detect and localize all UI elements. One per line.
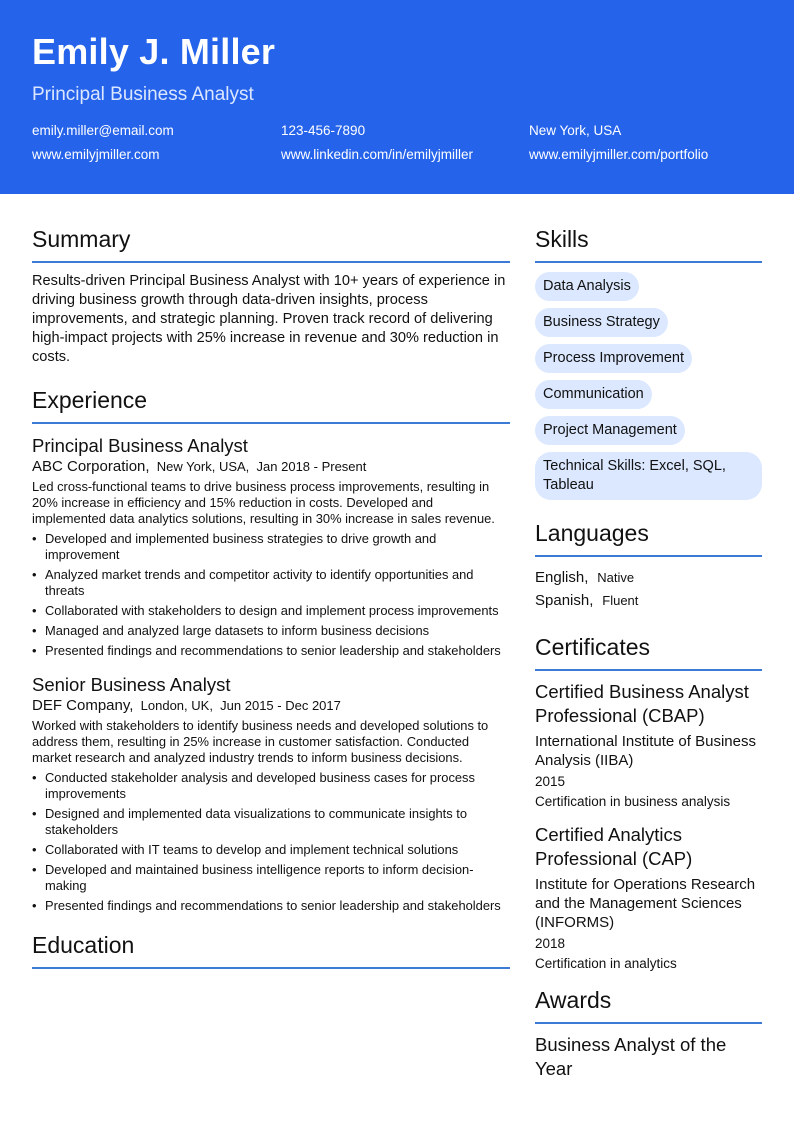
- job-location: London, UK,: [140, 698, 213, 713]
- contact-linkedin[interactable]: www.linkedin.com/in/emilyjmiller: [281, 147, 474, 162]
- skill-tag: Technical Skills: Excel, SQL, Tableau: [535, 452, 762, 500]
- skills-heading: Skills: [535, 224, 762, 263]
- summary-heading: Summary: [32, 224, 510, 263]
- contact-website[interactable]: www.emilyjmiller.com: [32, 147, 160, 162]
- job-bullet: • Collaborated with stakeholders to design and implement process improvements: [32, 603, 510, 619]
- job-dates: Jan 2018 - Present: [256, 459, 367, 474]
- language-name: English,: [535, 569, 589, 586]
- job-bullets: [32, 770, 510, 914]
- job-title: Principal Business Analyst: [32, 435, 248, 456]
- contact-email[interactable]: emily.miller@email.com: [32, 123, 174, 138]
- contact-location: New York, USA: [529, 123, 622, 138]
- certificate-name: Certified Business Analyst Professional (CBAP): [535, 681, 749, 726]
- certificate-description: Certification in business analysis: [535, 794, 731, 809]
- job-meta: [32, 697, 510, 715]
- resume-header: [0, 0, 794, 194]
- language-level: Native: [597, 570, 635, 585]
- job-bullet: • Managed and analyzed large datasets to inform business decisions: [32, 623, 510, 639]
- certificate-year: 2018: [535, 936, 566, 951]
- skills-list: [535, 272, 762, 500]
- job-entry: [32, 434, 510, 659]
- skill-tag: Data Analysis: [535, 272, 639, 301]
- certificate-year: 2015: [535, 774, 566, 789]
- side-column: [535, 224, 762, 1081]
- job-title: Senior Business Analyst: [32, 674, 231, 695]
- certificate-description: Certification in analytics: [535, 956, 677, 971]
- education-heading: Education: [32, 930, 510, 969]
- certificate-name: Certified Analytics Professional (CAP): [535, 824, 693, 869]
- job-bullet: • Collaborated with IT teams to develop and implement technical solutions: [32, 842, 510, 858]
- job-company: DEF Company,: [32, 697, 134, 714]
- summary-text: Results-driven Principal Business Analyst with 10+ years of experience in driving business growth through data-driven insights, process improvements, and strategic planning. Proven track record of delivering high-impact projects with 25% increase in revenue and 30% reduction in costs.: [32, 273, 506, 365]
- job-entry: [32, 673, 510, 914]
- skill-tag: Business Strategy: [535, 308, 668, 337]
- contact-phone[interactable]: 123-456-7890: [281, 123, 366, 138]
- certificate-entry: [535, 823, 762, 974]
- job-dates: Jun 2015 - Dec 2017: [220, 698, 341, 713]
- skill-tag: Project Management: [535, 416, 685, 445]
- candidate-role: Principal Business Analyst: [32, 84, 254, 105]
- candidate-name: Emily J. Miller: [32, 31, 276, 72]
- language-entry: [535, 589, 762, 612]
- job-bullets: [32, 531, 510, 659]
- contact-portfolio[interactable]: www.emilyjmiller.com/portfolio: [529, 147, 709, 162]
- awards-heading: Awards: [535, 985, 762, 1024]
- job-bullet: • Developed and implemented business strategies to drive growth and improvement: [32, 531, 510, 563]
- job-bullet: • Analyzed market trends and competitor activity to identify opportunities and threats: [32, 567, 510, 599]
- job-bullet: • Developed and maintained business intelligence reports to inform decision-making: [32, 862, 510, 894]
- job-meta: [32, 458, 510, 476]
- languages-heading: Languages: [535, 518, 762, 557]
- certificate-entry: [535, 680, 762, 812]
- job-bullet: • Conducted stakeholder analysis and developed business cases for process improvements: [32, 770, 510, 802]
- skill-tag: Communication: [535, 380, 652, 409]
- certificate-issuer: International Institute of Business Analysis (IIBA): [535, 733, 756, 769]
- language-name: Spanish,: [535, 592, 594, 609]
- job-location: New York, USA,: [156, 459, 250, 474]
- job-bullet: • Presented findings and recommendations to senior leadership and stakeholders: [32, 898, 510, 914]
- job-bullet: • Presented findings and recommendations to senior leadership and stakeholders: [32, 643, 510, 659]
- certificate-issuer: Institute for Operations Research and the Management Sciences (INFORMS): [535, 876, 756, 931]
- certificates-heading: Certificates: [535, 632, 762, 671]
- job-description: Worked with stakeholders to identify business needs and developed solutions to address them, resulting in 25% increase in customer satisfaction. Conducted market research and analyzed industry trends to inform business decisions.: [32, 718, 489, 765]
- job-company: ABC Corporation,: [32, 458, 150, 475]
- language-entry: [535, 566, 762, 589]
- job-bullet: • Designed and implemented data visualizations to communicate insights to stakeholders: [32, 806, 510, 838]
- skill-tag: Process Improvement: [535, 344, 692, 373]
- language-level: Fluent: [602, 593, 639, 608]
- languages-list: [535, 566, 762, 612]
- experience-heading: Experience: [32, 385, 510, 424]
- main-column: [32, 224, 510, 978]
- award-name: Business Analyst of the Year: [535, 1034, 727, 1079]
- job-description: Led cross-functional teams to drive business process improvements, resulting in 20% increase in efficiency and 15% reduction in costs. Developed and implemented data analytics solutions, resulting in 30% increase in sales revenue.: [32, 479, 495, 526]
